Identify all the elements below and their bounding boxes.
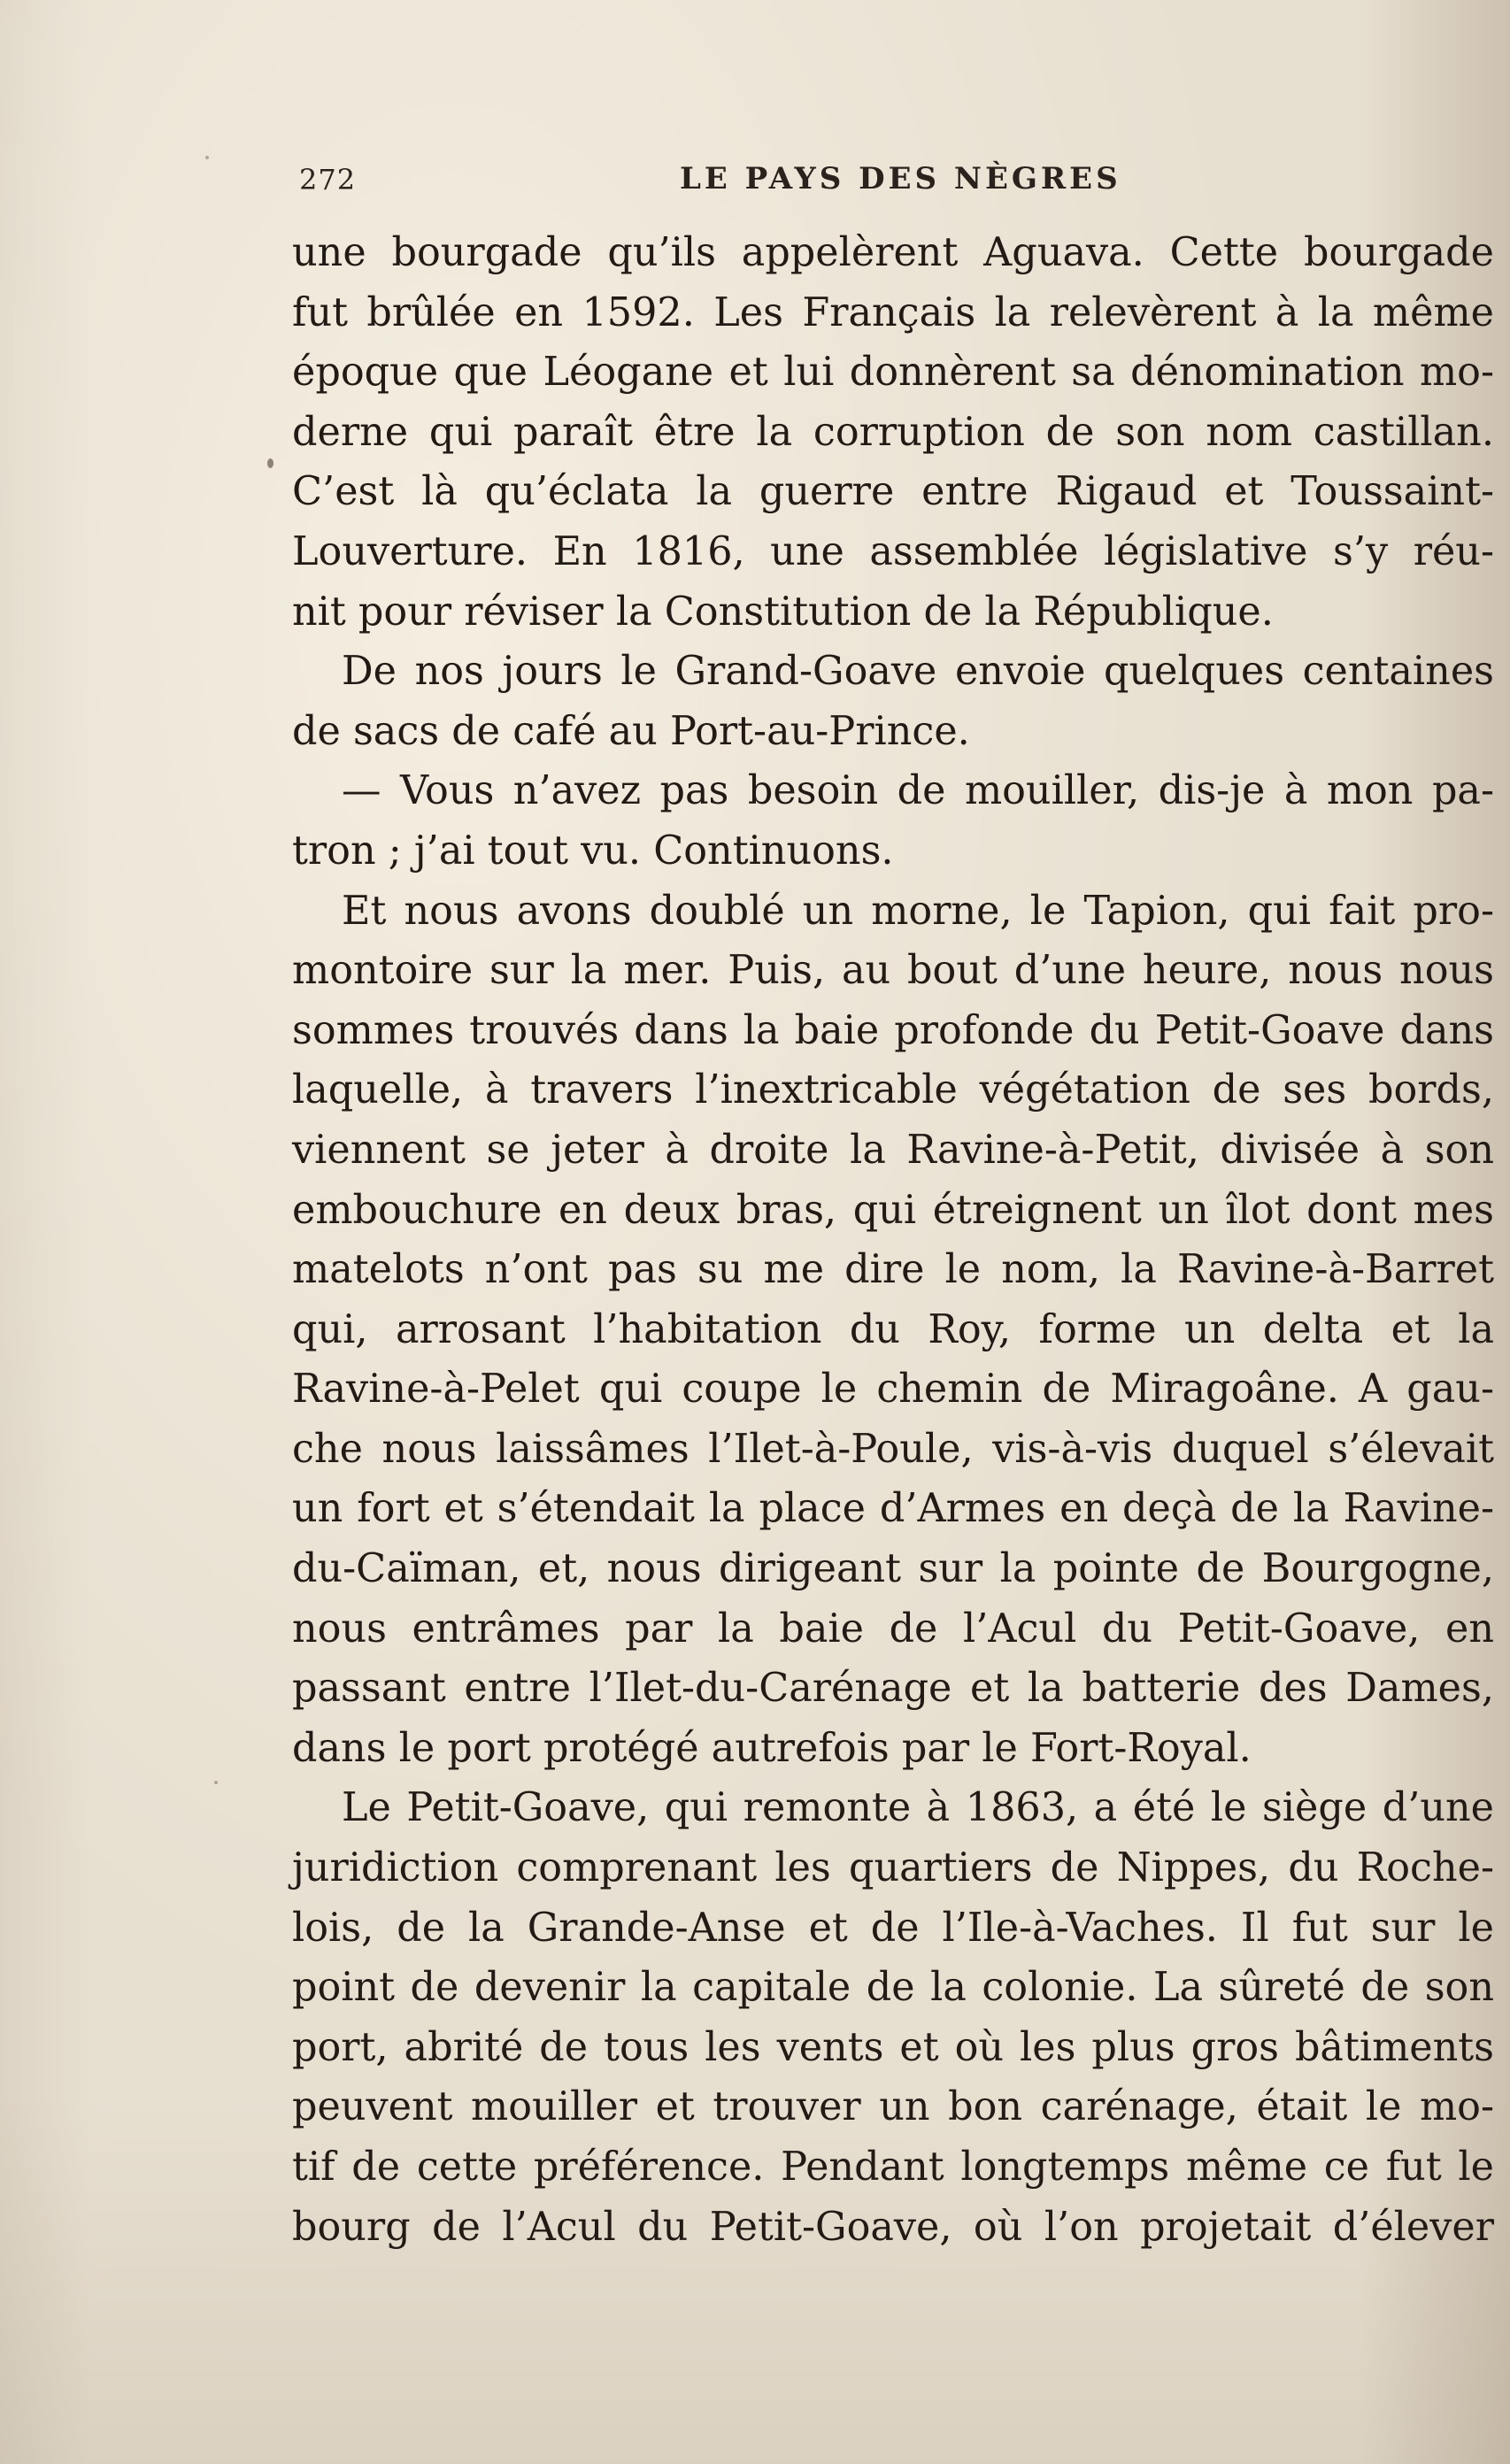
ink-spot [205, 156, 209, 159]
ink-spot [214, 1781, 218, 1784]
text-line: viennent se jeter à droite la Ravine-à-Petit, divisée à son [292, 1127, 1494, 1173]
text-line: Et nous avons doublé un morne, le Tapion, qui fait pro- [342, 888, 1494, 934]
text-line: sommes trouvés dans la baie profonde du Petit-Goave dans [292, 1007, 1494, 1053]
text-line: Ravine-à-Pelet qui coupe le chemin de Miragoâne. A gau- [292, 1367, 1494, 1413]
text-line: matelots n’ont pas su me dire le nom, la Ravine-à-Barret [292, 1247, 1494, 1293]
text-line: port, abrité de tous les vents et où les plus gros bâtiments [292, 2024, 1494, 2070]
text-line: bourg de l’Acul du Petit-Goave, où l’on projetait d’élever [292, 2204, 1494, 2250]
running-title: LE PAYS DES NÈGRES [680, 161, 1121, 196]
text-line: peuvent mouiller et trouver un bon carénage, était le mo- [292, 2084, 1494, 2130]
text-line: C’est là qu’éclata la guerre entre Rigaud et Toussaint- [292, 469, 1494, 515]
text-line: derne qui paraît être la corruption de son nom castillan. [292, 409, 1494, 455]
text-line: Le Petit-Goave, qui remonte à 1863, a été le siège d’une [342, 1785, 1494, 1831]
text-line: juridiction comprenant les quartiers de Nippes, du Roche- [292, 1845, 1494, 1891]
text-line: de sacs de café au Port-au-Prince. [292, 708, 970, 754]
text-line: du-Caïman, et, nous dirigeant sur la pointe de Bourgogne, [292, 1546, 1494, 1592]
text-line: tif de cette préférence. Pendant longtemps même ce fut le [292, 2144, 1494, 2190]
text-line: époque que Léogane et lui donnèrent sa dénomination mo- [292, 350, 1494, 396]
text-line: nous entrâmes par la baie de l’Acul du Petit-Goave, en [292, 1605, 1494, 1652]
text-line: fut brûlée en 1592. Les Français la relevèrent à la même [292, 289, 1494, 335]
text-line: laquelle, à travers l’inextricable végétation de ses bords, [292, 1067, 1494, 1113]
text-line: montoire sur la mer. Puis, au bout d’une heure, nous nous [292, 948, 1494, 994]
text-line: point de devenir la capitale de la colonie. La sûreté de son [292, 1965, 1494, 2011]
text-line: Louverture. En 1816, une assemblée législative s’y réu- [292, 528, 1494, 574]
ink-spot [267, 458, 273, 468]
body-text [292, 223, 1494, 2257]
text-line: passant entre l’Ilet-du-Carénage et la batterie des Dames, [292, 1666, 1494, 1712]
text-line: De nos jours le Grand-Goave envoie quelques centaines [342, 649, 1494, 695]
text-line: un fort et s’étendait la place d’Armes en deçà de la Ravine- [292, 1486, 1494, 1532]
text-line: che nous laissâmes l’Ilet-à-Poule, vis-à-vis duquel s’élevait [292, 1426, 1494, 1472]
page-header [299, 158, 1476, 207]
text-line: — Vous n’avez pas besoin de mouiller, dis-je à mon pa- [342, 768, 1494, 814]
text-line: nit pour réviser la Constitution de la République. [292, 589, 1274, 635]
text-line: lois, de la Grande-Anse et de l’Ile-à-Vaches. Il fut sur le [292, 1905, 1494, 1951]
text-line: dans le port protégé autrefois par le Fort-Royal. [292, 1725, 1252, 1771]
text-line: une bourgade qu’ils appelèrent Aguava. Cette bourgade [292, 230, 1494, 275]
text-line: embouchure en deux bras, qui étreignent un îlot dont mes [292, 1187, 1494, 1233]
text-line: tron ; j’ai tout vu. Continuons. [292, 828, 894, 874]
text-line: qui, arrosant l’habitation du Roy, forme un delta et la [292, 1306, 1494, 1352]
page-number: 272 [299, 163, 357, 196]
